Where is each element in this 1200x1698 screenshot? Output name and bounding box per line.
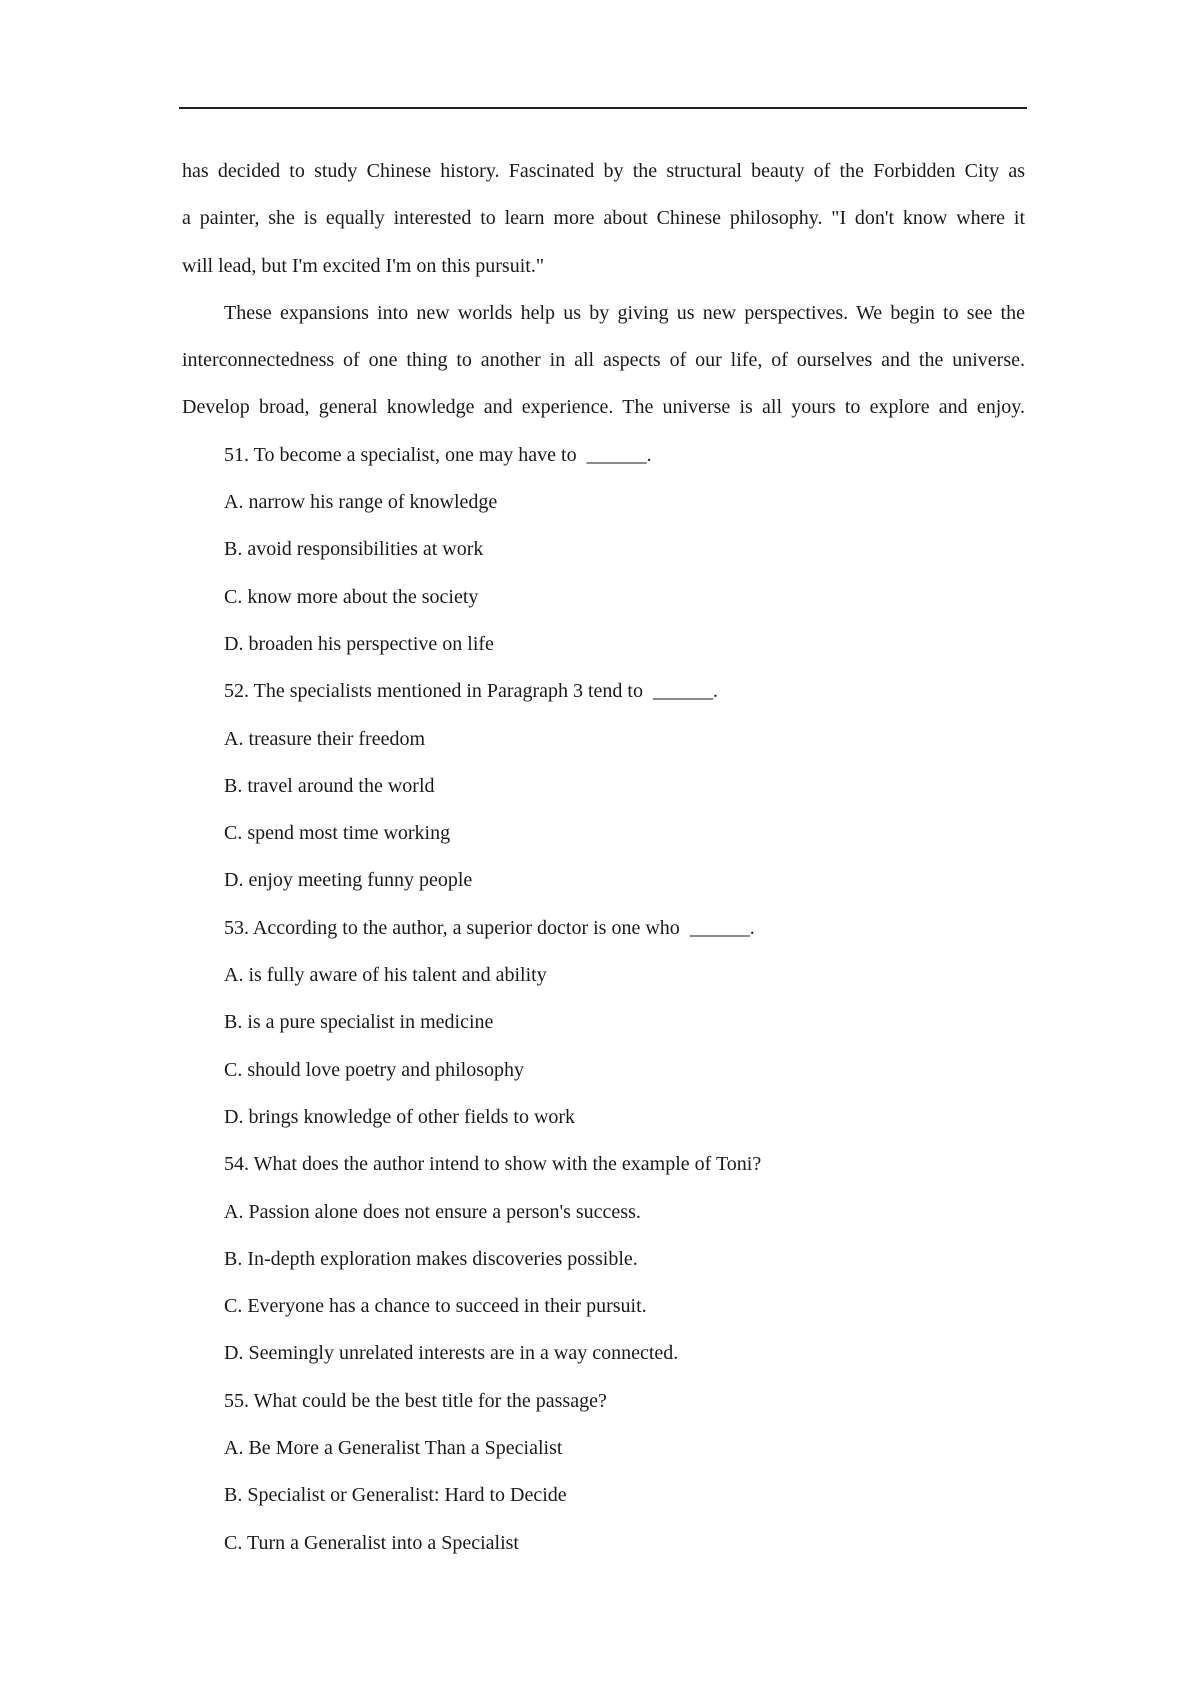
question-55 (182, 1378, 1025, 1567)
answer-option-a: A. Passion alone does not ensure a person's success. (224, 1200, 641, 1223)
question-54 (182, 1141, 1025, 1377)
question-stem: 52. The specialists mentioned in Paragraph 3 tend to ______. (224, 680, 718, 703)
answer-option-d: D. Seemingly unrelated interests are in a way connected. (224, 1342, 679, 1365)
page-content (182, 148, 1025, 1567)
paragraph-line: has decided to study Chinese history. Fascinated by the structural beauty of the Forbidden City as (182, 160, 1025, 182)
header-rule (179, 107, 1027, 109)
answer-option-b: B. is a pure specialist in medicine (224, 1011, 494, 1034)
answer-option-a: A. narrow his range of knowledge (224, 491, 498, 514)
paragraph-line: interconnectedness of one thing to another in all aspects of our life, of ourselves and the universe. (182, 349, 1025, 372)
answer-option-c: C. spend most time working (224, 822, 451, 845)
question-52 (182, 668, 1025, 904)
question-51 (182, 432, 1025, 668)
question-stem: 55. What could be the best title for the passage? (224, 1389, 607, 1412)
question-stem: 51. To become a specialist, one may have to ______. (224, 443, 652, 466)
answer-option-c: C. know more about the society (224, 585, 479, 608)
paragraph-line: will lead, but I'm excited I'm on this pursuit." (182, 254, 544, 277)
question-stem: 54. What does the author intend to show with the example of Toni? (224, 1153, 762, 1176)
answer-option-c: C. Turn a Generalist into a Specialist (224, 1531, 519, 1554)
question-53 (182, 905, 1025, 1141)
question-stem: 53. According to the author, a superior doctor is one who ______. (224, 916, 755, 939)
answer-option-d: D. broaden his perspective on life (224, 632, 494, 655)
paragraph-line: These expansions into new worlds help us by giving us new perspectives. We begin to see the (224, 301, 1025, 324)
answer-option-b: B. travel around the world (224, 774, 435, 797)
answer-option-b: B. avoid responsibilities at work (224, 538, 484, 561)
answer-option-a: A. treasure their freedom (224, 727, 426, 750)
answer-option-a: A. is fully aware of his talent and ability (224, 964, 547, 987)
answer-option-b: B. Specialist or Generalist: Hard to Decide (224, 1484, 567, 1507)
answer-option-c: C. should love poetry and philosophy (224, 1058, 524, 1081)
answer-option-d: D. brings knowledge of other fields to work (224, 1105, 576, 1128)
paragraph-line: a painter, she is equally interested to learn more about Chinese philosophy. "I don't know where it (182, 207, 1025, 230)
passage-paragraph-continued (182, 148, 1025, 290)
answer-option-a: A. Be More a Generalist Than a Specialist (224, 1437, 563, 1460)
answer-option-b: B. In-depth exploration makes discoveries possible. (224, 1247, 638, 1270)
passage-paragraph-final (182, 290, 1025, 432)
paragraph-line: Develop broad, general knowledge and experience. The universe is all yours to explore and enjoy. (182, 396, 1025, 419)
answer-option-c: C. Everyone has a chance to succeed in their pursuit. (224, 1295, 647, 1318)
answer-option-d: D. enjoy meeting funny people (224, 869, 473, 892)
